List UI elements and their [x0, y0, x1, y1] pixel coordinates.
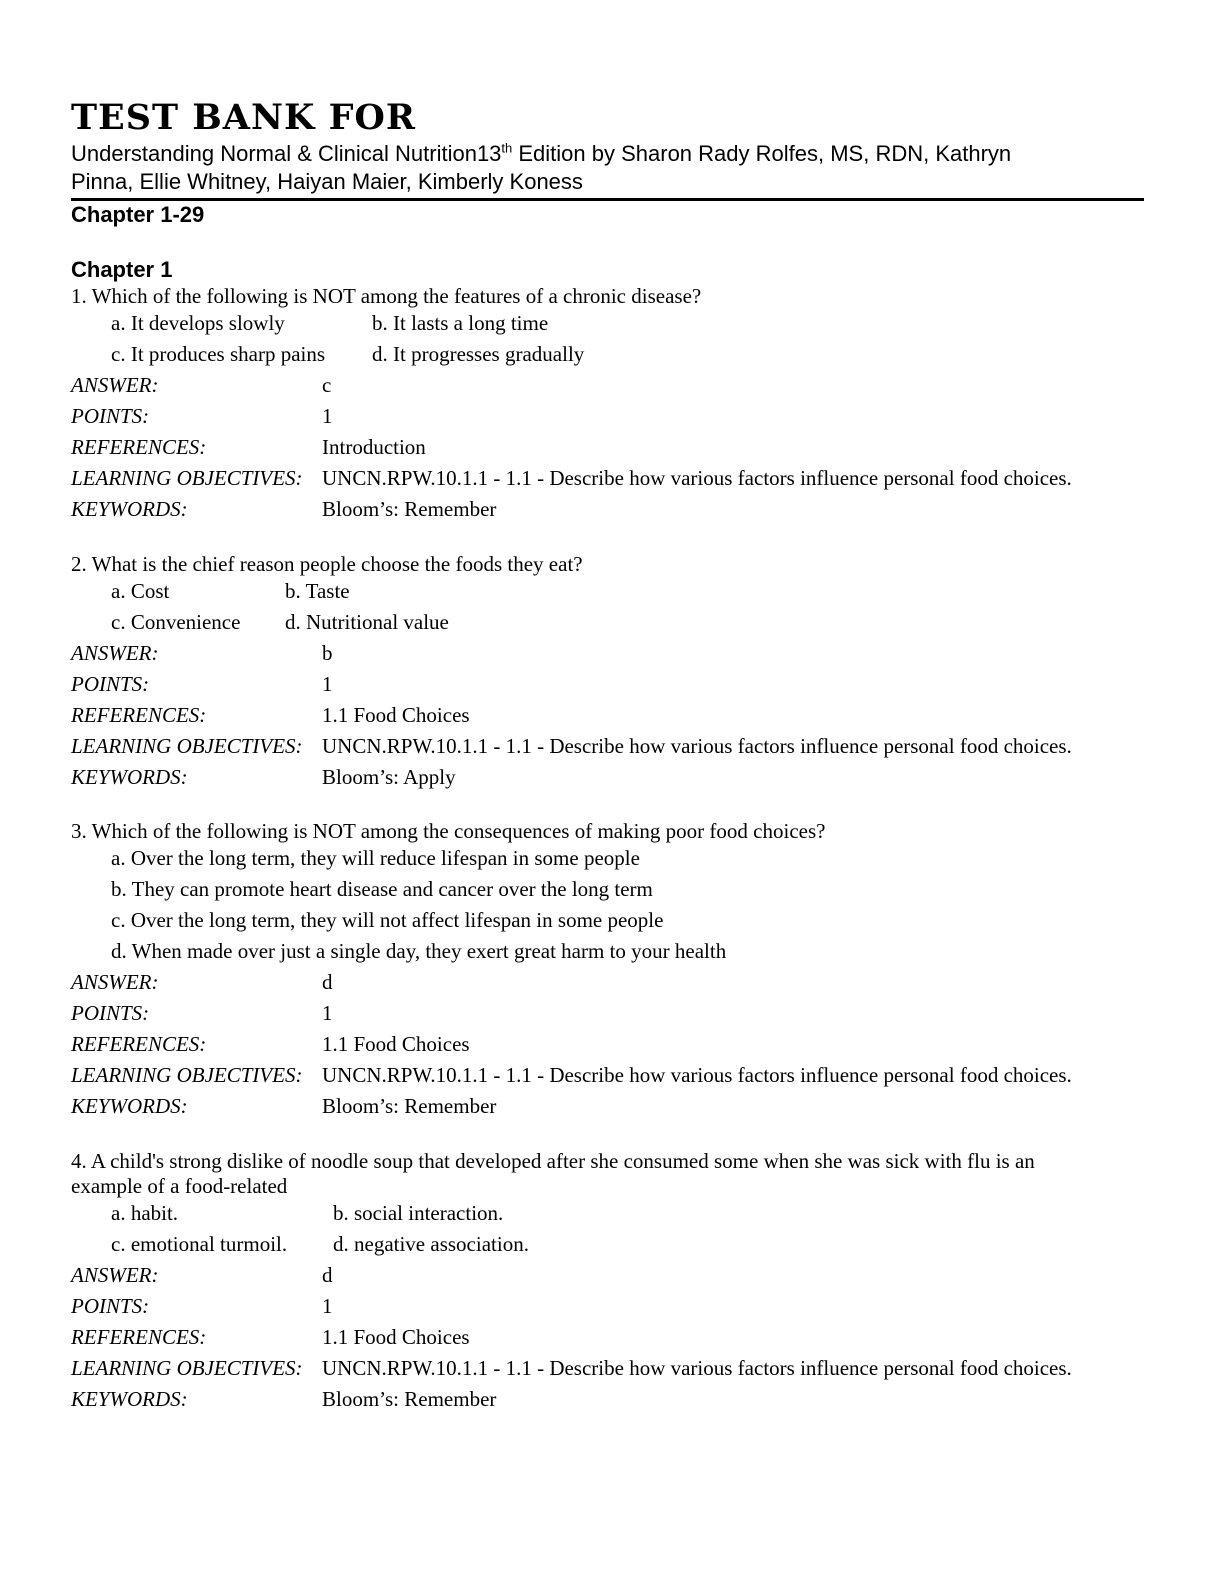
objectives-value: UNCN.RPW.10.1.1 - 1.1 - Describe how various factors influence personal food choices.	[322, 1063, 1072, 1087]
option-a: a. Cost	[111, 579, 170, 603]
answer-options	[111, 846, 1151, 964]
references-value: 1.1 Food Choices	[322, 1032, 470, 1056]
points-label: POINTS:	[71, 1001, 150, 1025]
option-d: d. Nutritional value	[285, 610, 449, 634]
question-metadata	[71, 1263, 1151, 1412]
chapter-range: Chapter 1-29	[71, 202, 205, 227]
option-a: a. Over the long term, they will reduce lifespan in some people	[111, 846, 640, 870]
question-metadata	[71, 970, 1151, 1119]
option-b: b. social interaction.	[333, 1201, 504, 1225]
answer-label: ANSWER:	[71, 970, 159, 994]
header-divider	[71, 198, 1144, 201]
references-label: REFERENCES:	[71, 1325, 207, 1349]
points-value: 1	[322, 1294, 333, 1318]
option-c: c. Convenience	[111, 610, 241, 634]
points-value: 1	[322, 672, 333, 696]
keywords-label: KEYWORDS:	[71, 1094, 188, 1118]
answer-label: ANSWER:	[71, 1263, 159, 1287]
option-a: a. habit.	[111, 1201, 179, 1225]
answer-options	[111, 579, 1151, 635]
option-d: d. When made over just a single day, they exert great harm to your health	[111, 939, 727, 963]
question-1	[71, 284, 1151, 522]
question-2	[71, 552, 1151, 790]
objectives-value: UNCN.RPW.10.1.1 - 1.1 - Describe how various factors influence personal food choices.	[322, 466, 1072, 490]
subtitle-part1: Understanding Normal & Clinical Nutrition13	[71, 141, 502, 166]
question-stem-line1: 4. A child's strong dislike of noodle soup that developed after she consumed some when she was sick with flu is an	[71, 1149, 1035, 1173]
question-metadata	[71, 641, 1151, 790]
test-bank-title: TEST BANK FOR	[71, 97, 416, 138]
subtitle-line2: Pinna, Ellie Whitney, Haiyan Maier, Kimberly Koness	[71, 169, 583, 194]
question-stem: 3. Which of the following is NOT among the consequences of making poor food choices?	[71, 819, 826, 843]
book-subtitle	[71, 140, 1144, 196]
option-b: b. Taste	[285, 579, 350, 603]
option-c: c. It produces sharp pains	[111, 342, 326, 366]
option-d: d. negative association.	[333, 1232, 529, 1256]
references-label: REFERENCES:	[71, 703, 207, 727]
keywords-value: Bloom’s: Remember	[322, 497, 497, 521]
question-4	[71, 1149, 1151, 1412]
chapter-heading: Chapter 1	[71, 257, 173, 282]
references-label: REFERENCES:	[71, 1032, 207, 1056]
points-label: POINTS:	[71, 404, 150, 428]
option-a: a. It develops slowly	[111, 311, 285, 335]
question-stem	[71, 1149, 1151, 1199]
references-value: Introduction	[322, 435, 426, 459]
answer-value: c	[322, 373, 332, 397]
option-b: b. They can promote heart disease and cancer over the long term	[111, 877, 653, 901]
objectives-label: LEARNING OBJECTIVES:	[71, 466, 303, 490]
keywords-label: KEYWORDS:	[71, 497, 188, 521]
keywords-value: Bloom’s: Remember	[322, 1094, 497, 1118]
points-label: POINTS:	[71, 672, 150, 696]
keywords-value: Bloom’s: Remember	[322, 1387, 497, 1411]
keywords-value: Bloom’s: Apply	[322, 765, 456, 789]
points-label: POINTS:	[71, 1294, 150, 1318]
question-metadata	[71, 373, 1151, 522]
option-c: c. emotional turmoil.	[111, 1232, 288, 1256]
question-stem: 2. What is the chief reason people choose the foods they eat?	[71, 552, 583, 576]
answer-value: d	[322, 970, 333, 994]
answer-options	[111, 1201, 1151, 1257]
references-value: 1.1 Food Choices	[322, 703, 470, 727]
document-header	[71, 98, 1144, 196]
answer-label: ANSWER:	[71, 641, 159, 665]
objectives-value: UNCN.RPW.10.1.1 - 1.1 - Describe how various factors influence personal food choices.	[322, 734, 1072, 758]
question-stem: 1. Which of the following is NOT among the features of a chronic disease?	[71, 284, 702, 308]
answer-options	[111, 311, 1151, 367]
question-3	[71, 819, 1151, 1119]
references-value: 1.1 Food Choices	[322, 1325, 470, 1349]
keywords-label: KEYWORDS:	[71, 1387, 188, 1411]
points-value: 1	[322, 404, 333, 428]
answer-value: d	[322, 1263, 333, 1287]
option-d: d. It progresses gradually	[372, 342, 585, 366]
objectives-label: LEARNING OBJECTIVES:	[71, 1356, 303, 1380]
option-c: c. Over the long term, they will not affect lifespan in some people	[111, 908, 664, 932]
subtitle-superscript: th	[501, 140, 513, 156]
keywords-label: KEYWORDS:	[71, 765, 188, 789]
objectives-label: LEARNING OBJECTIVES:	[71, 1063, 303, 1087]
question-stem-line2: example of a food-related	[71, 1174, 288, 1198]
references-label: REFERENCES:	[71, 435, 207, 459]
answer-label: ANSWER:	[71, 373, 159, 397]
subtitle-part2: Edition by Sharon Rady Rolfes, MS, RDN, Kathryn	[512, 141, 1012, 166]
points-value: 1	[322, 1001, 333, 1025]
objectives-value: UNCN.RPW.10.1.1 - 1.1 - Describe how various factors influence personal food choices.	[322, 1356, 1072, 1380]
option-b: b. It lasts a long time	[372, 311, 549, 335]
answer-value: b	[322, 641, 333, 665]
objectives-label: LEARNING OBJECTIVES:	[71, 734, 303, 758]
